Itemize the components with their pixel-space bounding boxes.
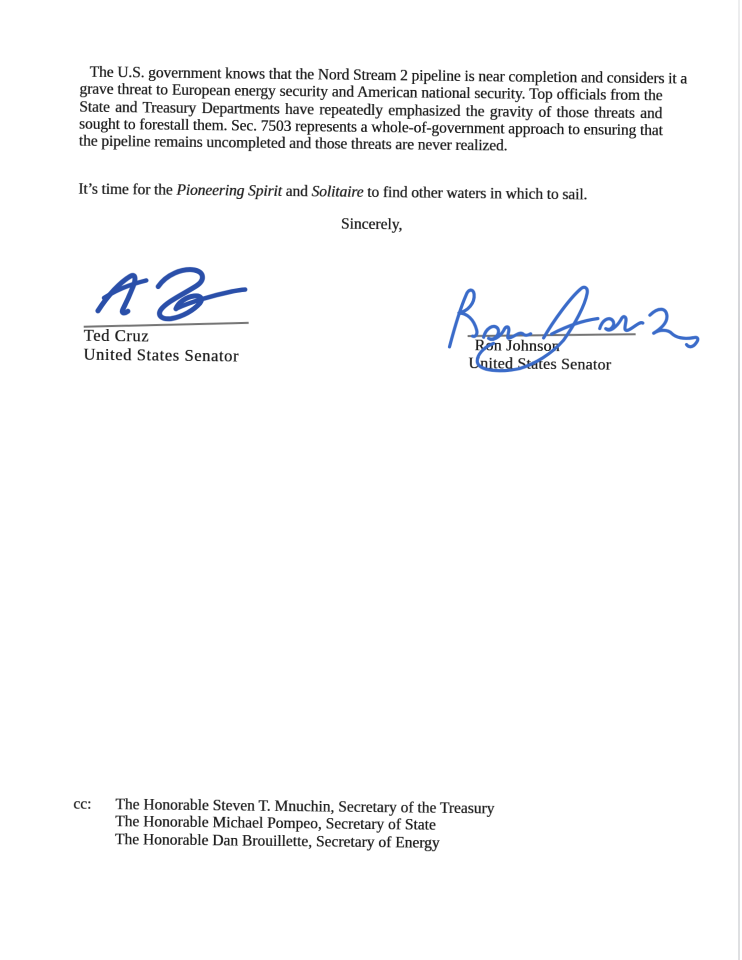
body-paragraph xyxy=(78,63,688,157)
cc-recipient: The Honorable Dan Brouillette, Secretary of Energy xyxy=(114,830,440,852)
cc-recipient-list xyxy=(115,796,495,853)
signer-title: United States Senator xyxy=(83,344,240,365)
body-line: The U.S. government knows that the Nord Stream 2 pipeline is near completion and considers it a xyxy=(89,63,688,88)
johnson-signature-block xyxy=(468,337,611,375)
scan-edge-shadow xyxy=(738,0,740,960)
cc-recipient: The Honorable Michael Pompeo, Secretary of State xyxy=(115,813,436,835)
closing-sentence xyxy=(78,181,587,204)
body-line: grave threat to European energy security and American national security. Top officials from the xyxy=(79,80,663,105)
closing-text: and xyxy=(281,182,312,201)
valediction: Sincerely, xyxy=(340,215,403,234)
closing-text: It’s time for the xyxy=(78,180,177,199)
cruz-signature-block xyxy=(83,327,239,366)
signer-title: United States Senator xyxy=(468,355,612,374)
ship-name-solitaire: Solitaire xyxy=(311,183,364,201)
closing-text: to find other waters in which to sail. xyxy=(363,183,588,204)
body-line: the pipeline remains uncompleted and those threats are never realized. xyxy=(78,132,508,155)
ship-name-pioneering-spirit: Pioneering Spirit xyxy=(176,181,282,200)
cc-recipient: The Honorable Steven T. Mnuchin, Secretary of the Treasury xyxy=(115,796,495,818)
body-line: sought to forestall them. Sec. 7503 represents a whole-of-government approach to ensuring that xyxy=(78,115,663,140)
signer-name: Ted Cruz xyxy=(83,325,150,346)
cc-block xyxy=(73,796,495,853)
cc-label: cc: xyxy=(73,795,92,813)
body-line: State and Treasury Departments have repeatedly emphasized the gravity of those threats and xyxy=(79,98,663,122)
signer-name: Ron Johnson xyxy=(474,337,560,356)
